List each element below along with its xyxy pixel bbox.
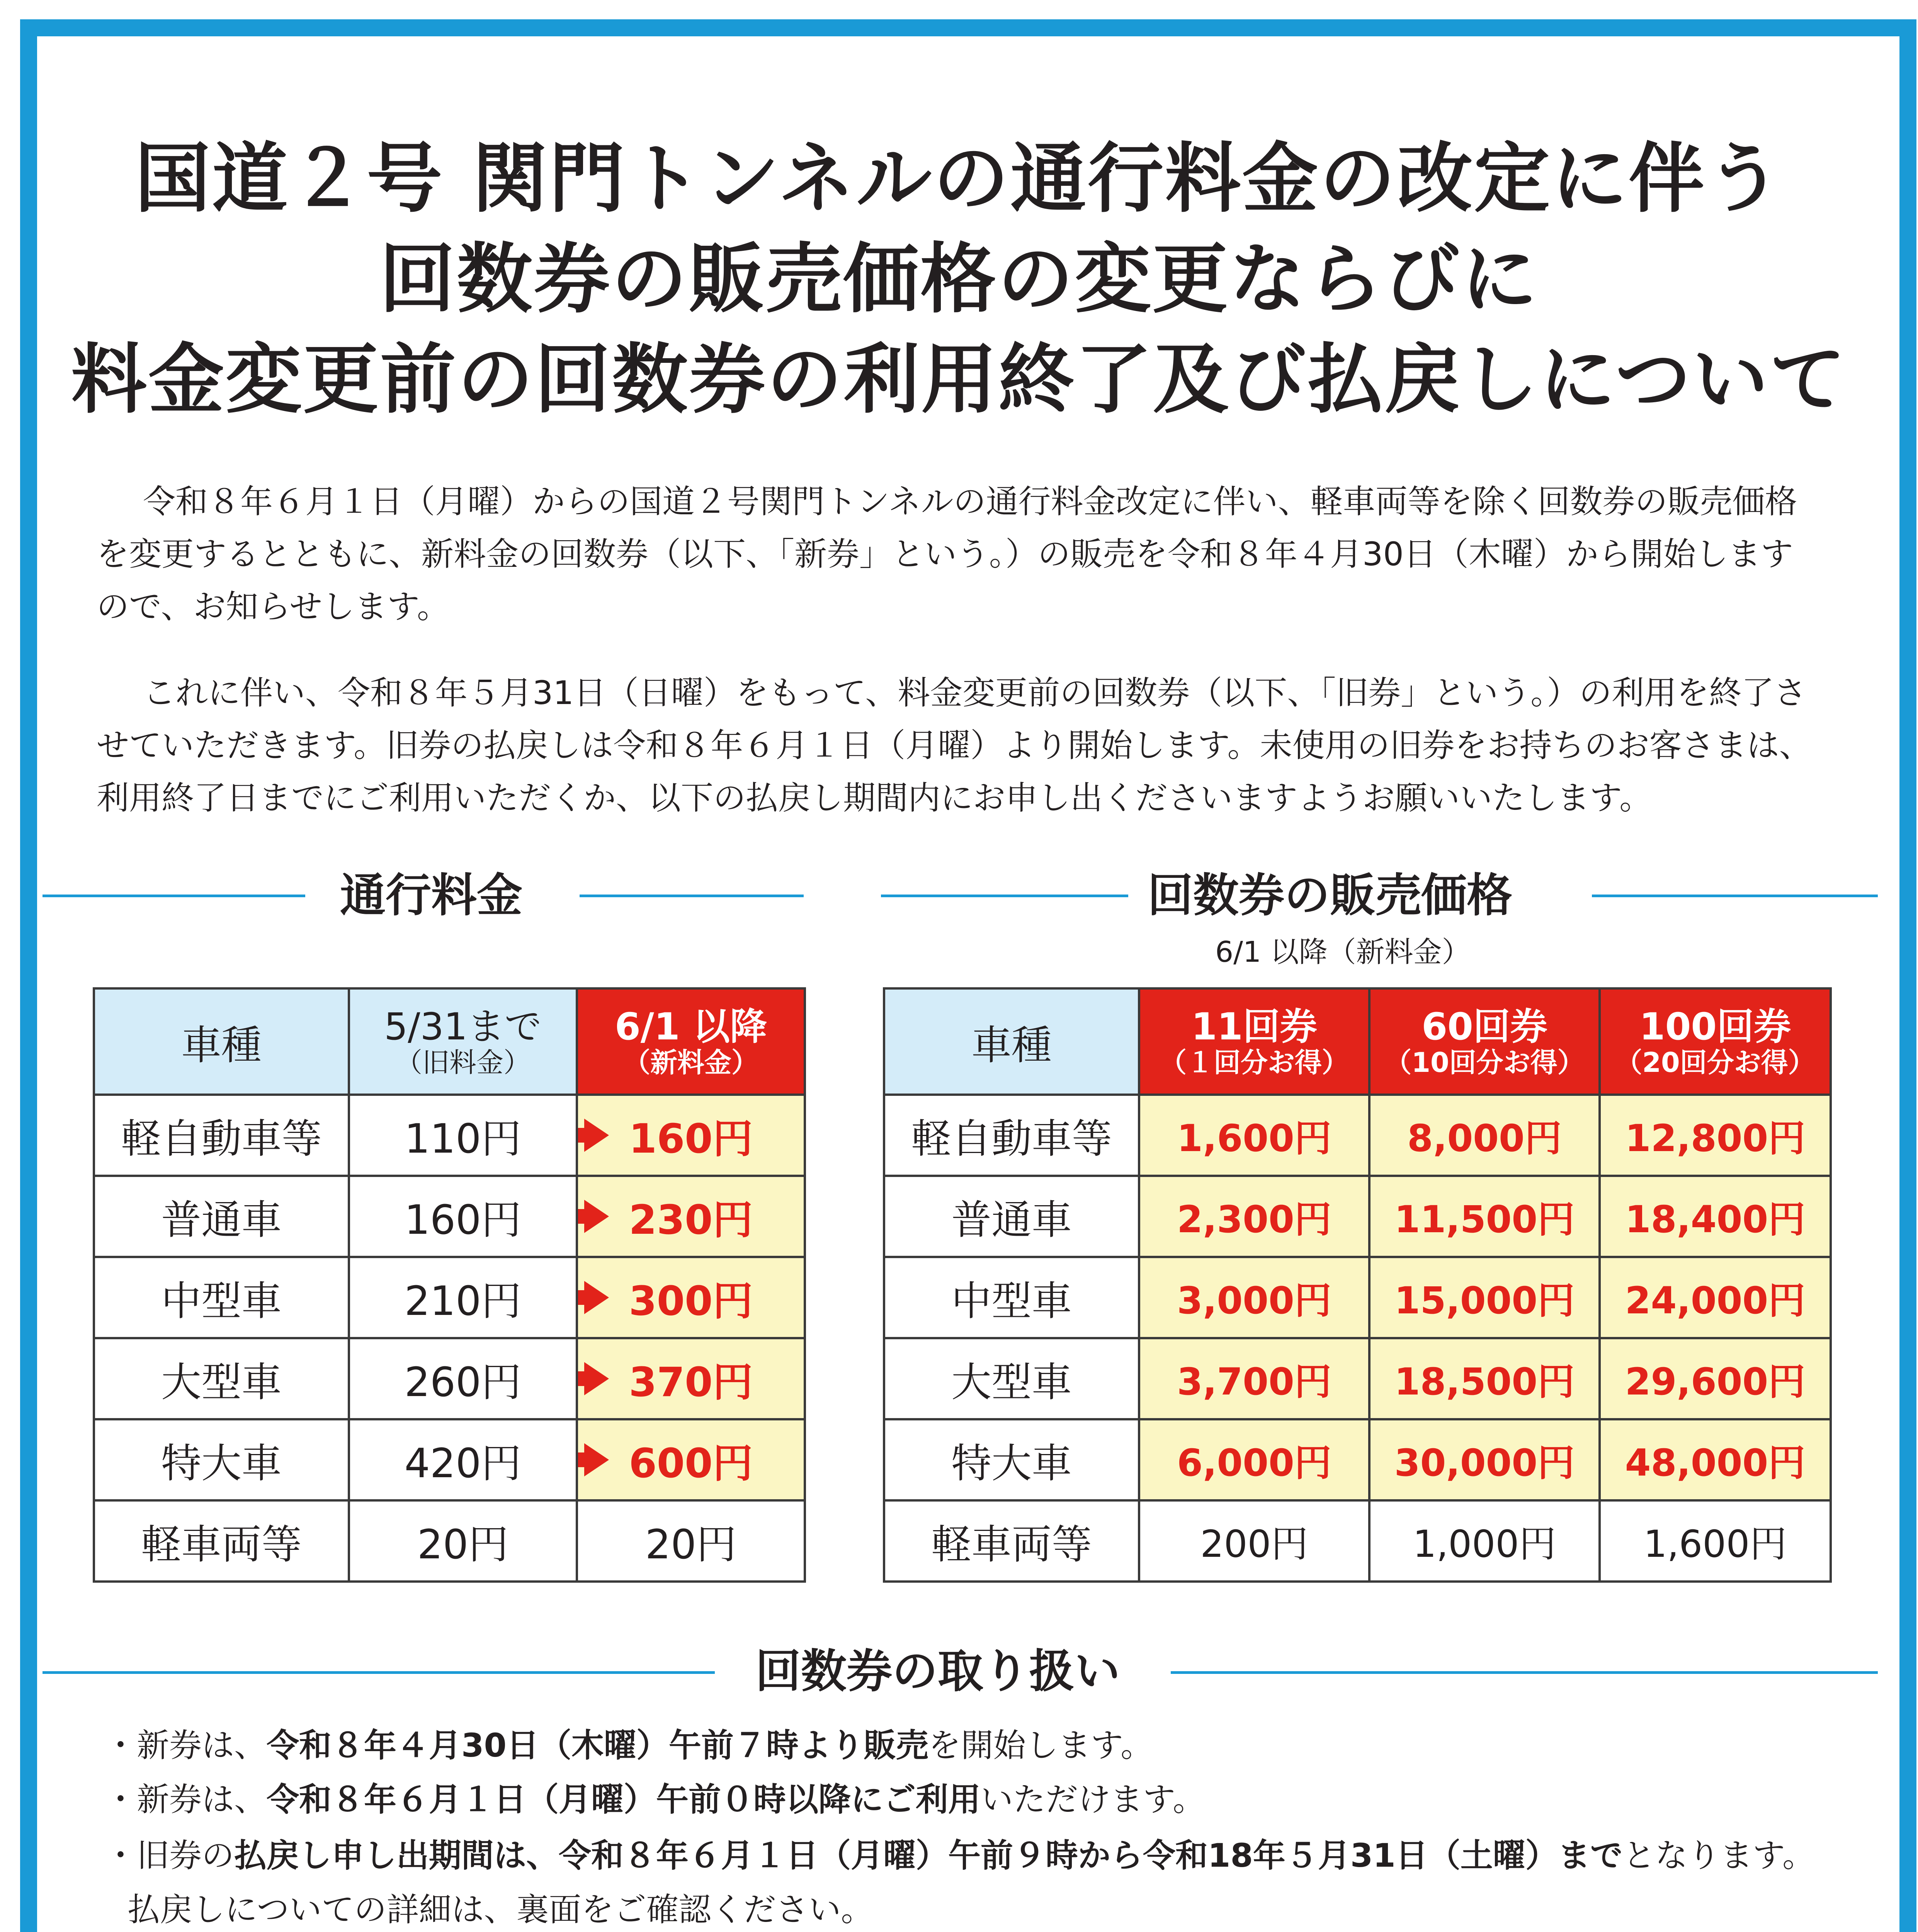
toll-vehicle: 中型車 [94,1257,349,1338]
coupon-price: 18,500円 [1369,1338,1600,1419]
intro-text-2: これに伴い、令和８年５月31日（日曜）をもって、料金変更前の回数券（以下、「旧券」という。）の利用を終了させていただきます。旧券の払戻しは令和８年６月１日（月曜）より開始します。未使用の旧券をお持ちのお客さまは、利用終了日までにご利用いただくか、以下の払戻し期間内にお申し出くださいますようお願いいたします。 [97,674,1812,817]
handling-item-2: ・新券は、令和８年６月１日（月曜）午前０時以降にご利用いただけます。 [104,1781,1206,1818]
toll-new-value: 230円 [629,1196,753,1243]
toll-table [93,987,806,1583]
coupon-price: 1,000円 [1369,1500,1600,1582]
toll-col-new [577,988,805,1095]
arrow-right-icon [577,1200,609,1233]
coupon-col-label: 100回券 [1639,1005,1791,1048]
toll-new [577,1257,805,1338]
intro-paragraph-2 [97,667,1816,824]
toll-col-new-label: 6/1 以降 [614,1005,767,1048]
arrow-right-icon [577,1362,609,1395]
coupon-col-sub: （１回分お得） [1160,1047,1349,1079]
coupon-vehicle: 軽車両等 [884,1500,1139,1582]
coupon-subheading: 6/1 以降（新料金） [1215,935,1471,969]
toll-new [577,1338,805,1419]
toll-new [577,1419,805,1500]
page-title-line1: 国道２号 関門トンネルの通行料金の改定に伴う [134,135,1784,223]
coupon-vehicle: 軽自動車等 [884,1095,1139,1176]
handling-item-3: ・旧券の払戻し申し出期間は、令和８年６月１日（月曜）午前９時から令和18年５月31日（土曜）までとなります。 [104,1837,1815,1874]
coupon-col-label: 11回券 [1191,1005,1317,1048]
divider [43,1671,715,1674]
coupon-vehicle: 中型車 [884,1257,1139,1338]
toll-old: 20円 [349,1500,577,1582]
coupon-price: 2,300円 [1139,1176,1369,1257]
coupon-vehicle: 特大車 [884,1419,1139,1500]
toll-vehicle: 特大車 [94,1419,349,1500]
divider [1592,895,1878,897]
coupon-price: 29,600円 [1600,1338,1831,1419]
coupon-col-60 [1369,988,1600,1095]
toll-new [577,1095,805,1176]
toll-old: 210円 [349,1257,577,1338]
coupon-price: 1,600円 [1139,1095,1369,1176]
toll-new [577,1176,805,1257]
page-title-line3: 料金変更前の回数券の利用終了及び払戻しについて [71,336,1847,424]
intro-paragraph-1 [97,475,1816,633]
toll-heading: 通行料金 [340,869,523,922]
divider [580,895,804,897]
divider [1171,1671,1878,1674]
coupon-price: 11,500円 [1369,1176,1600,1257]
divider [43,895,305,897]
coupon-price: 15,000円 [1369,1257,1600,1338]
toll-col-new-sub: （新料金） [623,1047,758,1079]
coupon-col-100 [1600,988,1831,1095]
toll-new-value: 160円 [629,1115,753,1162]
toll-old: 160円 [349,1176,577,1257]
handling-item-3-detail: 払戻しについての詳細は、裏面をご確認ください。 [128,1891,874,1929]
coupon-price: 30,000円 [1369,1419,1600,1500]
divider [881,895,1128,897]
coupon-price: 1,600円 [1600,1500,1831,1582]
coupon-col-11 [1139,988,1369,1095]
toll-col-old [349,988,577,1095]
coupon-vehicle: 普通車 [884,1176,1139,1257]
coupon-price: 24,000円 [1600,1257,1831,1338]
coupon-price: 8,000円 [1369,1095,1600,1176]
toll-new-value: 300円 [629,1277,753,1325]
coupon-price: 3,700円 [1139,1338,1369,1419]
toll-col-old-sub: （旧料金） [395,1047,531,1079]
coupon-vehicle: 大型車 [884,1338,1139,1419]
toll-new-value: 370円 [629,1359,753,1406]
coupon-col-vehicle: 車種 [884,988,1139,1095]
handling-heading: 回数券の取り扱い [755,1645,1121,1698]
coupon-price: 200円 [1139,1500,1369,1582]
toll-vehicle: 普通車 [94,1176,349,1257]
arrow-right-icon [577,1443,609,1476]
toll-col-vehicle: 車種 [94,988,349,1095]
coupon-price: 18,400円 [1600,1176,1831,1257]
intro-text-1: 令和８年６月１日（月曜）からの国道２号関門トンネルの通行料金改定に伴い、軽車両等を除く回数券の販売価格を変更するとともに、新料金の回数券（以下、「新券」という。）の販売を令和８年４月30日（木曜）から開始しますので、お知らせします。 [97,483,1797,626]
toll-vehicle: 大型車 [94,1338,349,1419]
handling-item-1: ・新券は、令和８年４月30日（木曜）午前７時より販売を開始します。 [104,1726,1153,1764]
coupon-price: 3,000円 [1139,1257,1369,1338]
toll-vehicle: 軽自動車等 [94,1095,349,1176]
coupon-col-sub: （20回分お得） [1615,1047,1815,1079]
toll-old: 420円 [349,1419,577,1500]
page-title-line2: 回数券の販売価格の変更ならびに [379,235,1539,323]
coupon-price: 12,800円 [1600,1095,1831,1176]
coupon-price: 48,000円 [1600,1419,1831,1500]
toll-vehicle: 軽車両等 [94,1500,349,1582]
toll-new: 20円 [577,1500,805,1582]
toll-old: 260円 [349,1338,577,1419]
coupon-price: 6,000円 [1139,1419,1369,1500]
arrow-right-icon [577,1119,609,1152]
arrow-right-icon [577,1281,609,1314]
coupon-col-label: 60回券 [1421,1005,1547,1048]
coupon-col-sub: （10回分お得） [1384,1047,1585,1079]
coupon-table [883,987,1832,1583]
toll-col-old-label: 5/31まで [384,1005,542,1048]
coupon-heading: 回数券の販売価格 [1148,869,1513,922]
toll-old: 110円 [349,1095,577,1176]
toll-new-value: 600円 [629,1440,753,1487]
